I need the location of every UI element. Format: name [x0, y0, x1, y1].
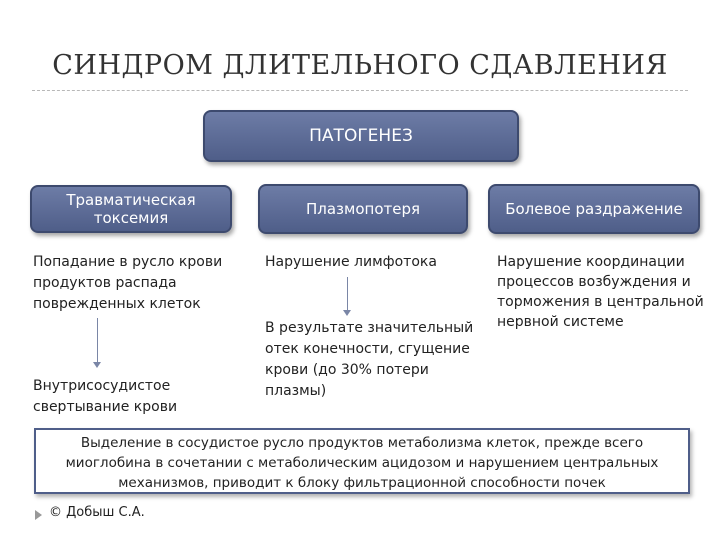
branch-pain-header: Болевое раздражение — [488, 184, 700, 234]
summary-box: Выделение в сосудистое русло продуктов метаболизма клеток, прежде всего миоглобина в сочетании с метаболическим ацидозом и нарушением центральных механизмов, приводит к блоку фильтрационной способности почек — [34, 428, 690, 494]
branch-plasma-loss-header: Плазмопотеря — [258, 184, 468, 234]
plasma-loss-arrow-icon — [343, 310, 351, 316]
pain-item-1: Нарушение координации процессов возбуждения и торможения в центральной нервной системе — [497, 254, 704, 330]
title-divider — [32, 90, 688, 91]
toxemia-item-1: Попадание в русло крови продуктов распада поврежденных клеток — [33, 254, 223, 312]
plasma-loss-connector-line — [347, 277, 348, 312]
branch-toxemia-header: Травматическая токсемия — [30, 185, 232, 233]
plasma-loss-item-1: Нарушение лимфотока — [265, 254, 437, 270]
footer-bullet-icon — [35, 510, 42, 520]
slide-title: СИНДРОМ ДЛИТЕЛЬНОГО СДАВЛЕНИЯ — [52, 50, 668, 81]
toxemia-item-2: Внутрисосудистое свертывание крови — [33, 378, 178, 415]
toxemia-arrow-icon — [93, 362, 101, 368]
toxemia-connector-line — [97, 318, 98, 364]
footer-credit: © Добыш С.А. — [49, 505, 145, 520]
plasma-loss-item-2: В результате значительный отек конечности, сгущение крови (до 30% потери плазмы) — [265, 320, 474, 399]
pathogenesis-node: ПАТОГЕНЕЗ — [203, 110, 519, 162]
